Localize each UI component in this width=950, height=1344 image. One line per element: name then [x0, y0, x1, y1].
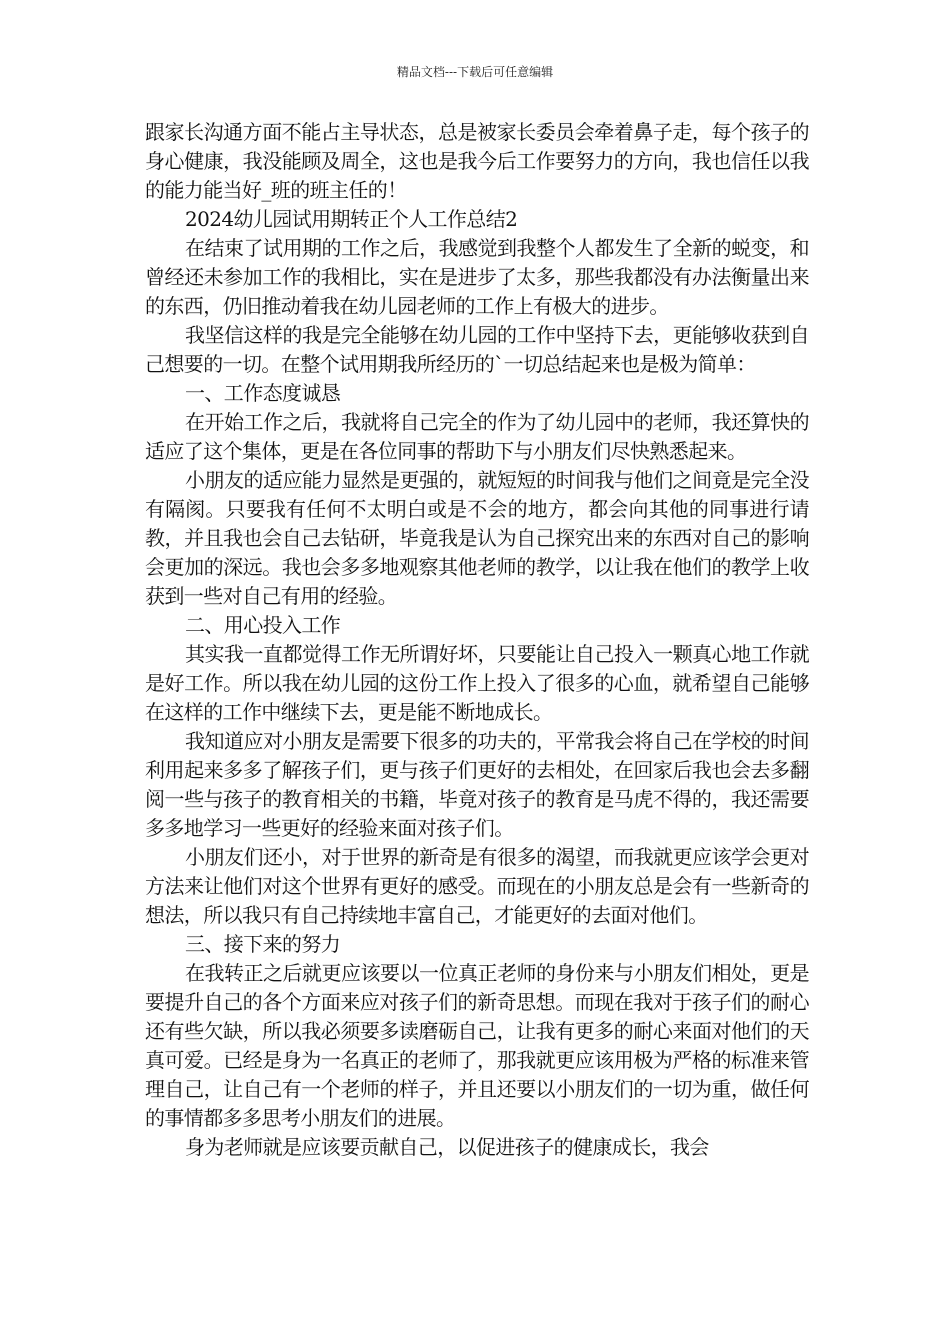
- document-body: [145, 118, 809, 1162]
- paragraph: 其实我一直都觉得工作无所谓好坏，只要能让自己投入一颗真心地工作就是好工作。所以我在幼儿园的这份工作上投入了很多的心血，就希望自己能够在这样的工作中继续下去，更是能不断地成长。: [145, 642, 809, 724]
- paragraph: 在我转正之后就更应该要以一位真正老师的身份来与小朋友们相处，更是要提升自己的各个方面来应对孩子们的新奇思想。而现在我对于孩子们的耐心还有些欠缺，所以我必须要多读磨砺自己，让我有更多的耐心来面对他们的天真可爱。已经是身为一名真正的老师了，那我就更应该用极为严格的标准来管理自己，让自己有一个老师的样子，并且还要以小朋友们的一切为重，做任何的事情都多多思考小朋友们的进展。: [145, 961, 809, 1130]
- subheading: 一、工作态度诚恳: [185, 381, 341, 405]
- subheading: 三、接下来的努力: [185, 932, 341, 956]
- subheading: 二、用心投入工作: [185, 613, 341, 637]
- paragraph: 在结束了试用期的工作之后，我感觉到我整个人都发生了全新的蜕变，和曾经还未参加工作的我相比，实在是进步了太多，那些我都没有办法衡量出来的东西，仍旧推动着我在幼儿园老师的工作上有极大的进步。: [145, 236, 809, 318]
- page-header: 精品文档---下载后可任意编辑: [396, 65, 554, 79]
- paragraph: 身为老师就是应该要贡献自己，以促进孩子的健康成长，我会: [185, 1135, 709, 1159]
- paragraph: 我知道应对小朋友是需要下很多的功夫的，平常我会将自己在学校的时间利用起来多多了解孩子们，更与孩子们更好的去相处，在回家后我也会去多翻阅一些与孩子的教育相关的书籍，毕竟对孩子的教育是马虎不得的，我还需要多多地学习一些更好的经验来面对孩子们。: [145, 729, 809, 840]
- paragraph: 小朋友们还小，对于世界的新奇是有很多的渴望，而我就更应该学会更对方法来让他们对这个世界有更好的感受。而现在的小朋友总是会有一些新奇的想法，所以我只有自己持续地丰富自己，才能更好的去面对他们。: [145, 845, 809, 927]
- paragraph: 小朋友的适应能力显然是更强的，就短短的时间我与他们之间竟是完全没有隔阂。只要我有任何不太明白或是不会的地方，都会向其他的同事进行请教，并且我也会自己去钻研，毕竟我是认为自己探究出来的东西对自己的影响会更加的深远。我也会多多地观察其他老师的教学，以让我在他们的教学上收获到一些对自己有用的经验。: [145, 468, 809, 608]
- paragraph: 在开始工作之后，我就将自己完全的作为了幼儿园中的老师，我还算快的适应了这个集体，更是在各位同事的帮助下与小朋友们尽快熟悉起来。: [145, 410, 809, 463]
- section-title: 2024幼儿园试用期转正个人工作总结2: [185, 207, 518, 231]
- paragraph: 我坚信这样的我是完全能够在幼儿园的工作中坚持下去，更能够收获到自己想要的一切。在整个试用期我所经历的`一切总结起来也是极为简单：: [145, 323, 809, 376]
- paragraph-continuation: 跟家长沟通方面不能占主导状态，总是被家长委员会牵着鼻子走，每个孩子的身心健康，我没能顾及周全，这也是我今后工作要努力的方向，我也信任以我的能力能当好_班的班主任的！: [145, 120, 809, 202]
